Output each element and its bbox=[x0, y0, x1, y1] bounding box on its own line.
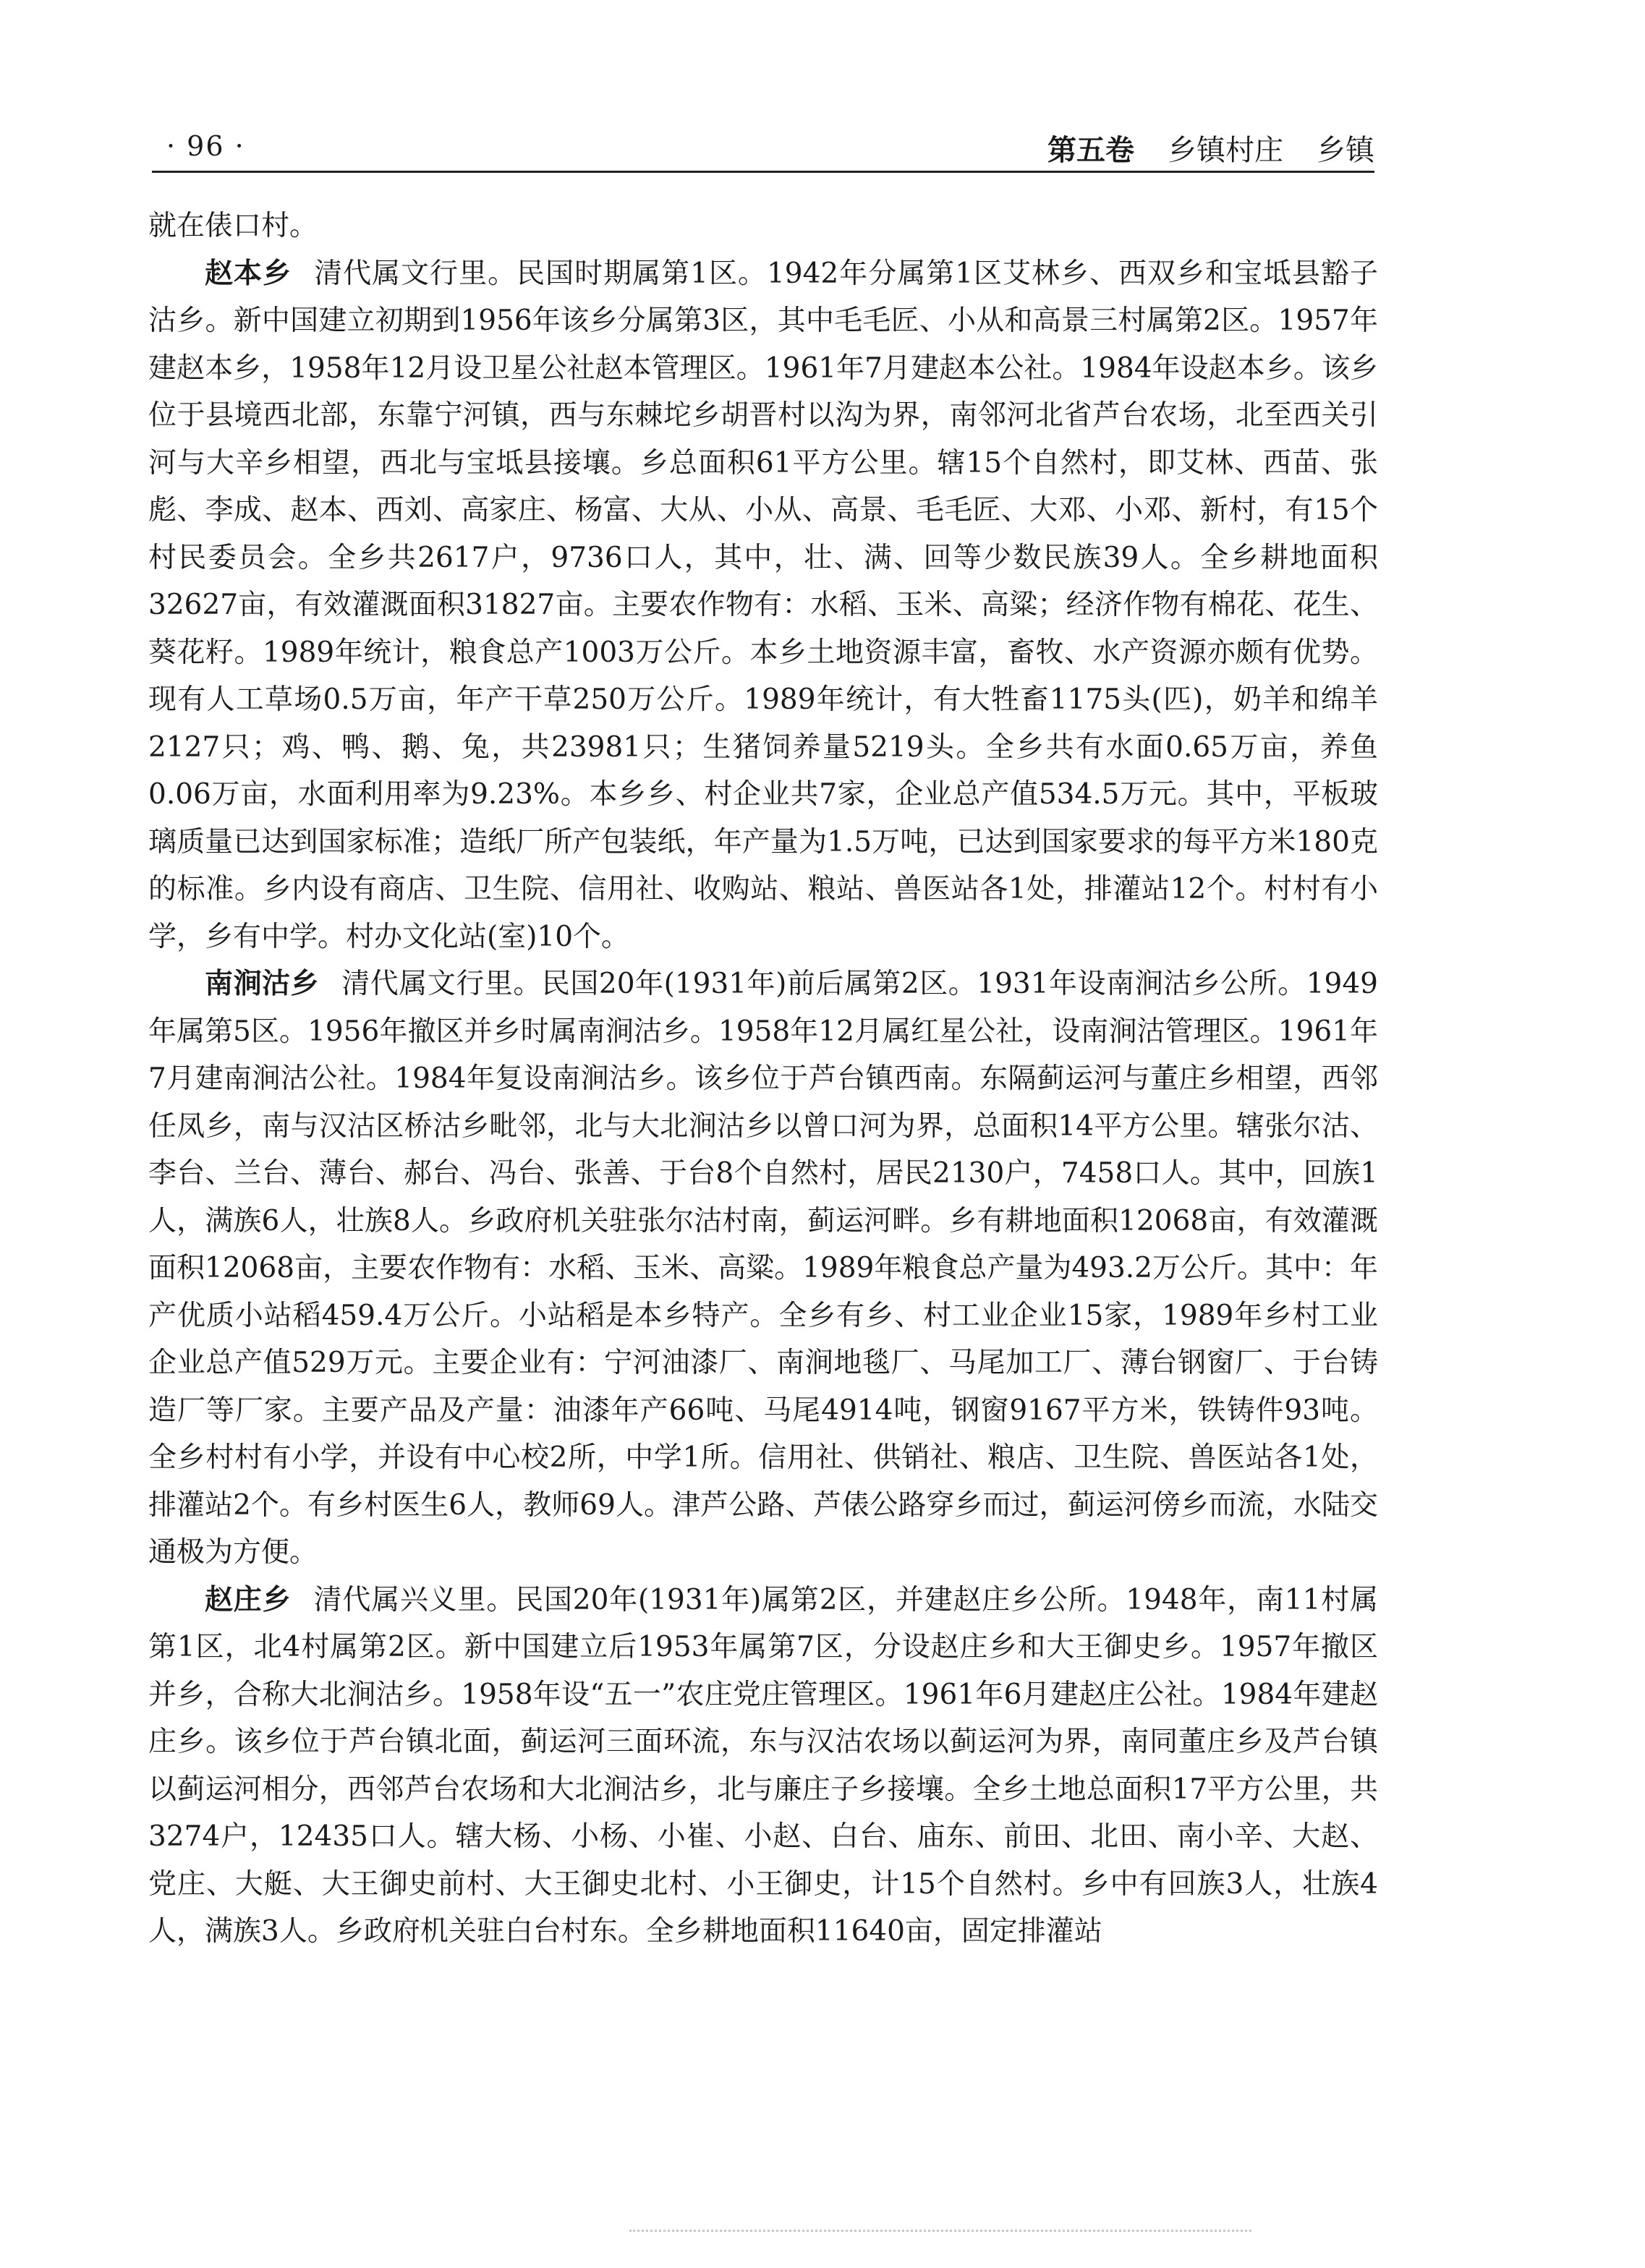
entry-text: 清代属文行里。民国20年(1931年)前后属第2区。1931年设南涧沽乡公所。1949年属第5区。1956年撤区并乡时属南涧沽乡。1958年12月属红星公社，设南涧沽管理区。1961年7月建南涧沽公社。1984年复设南涧沽乡。该乡位于芦台镇西南。东隔蓟运河与董庄乡相望，西邻任凤乡，南与汉沽区桥沽乡毗邻，北与大北涧沽乡以曾口河为界，总面积14平方公里。辖张尔沽、李台、兰台、薄台、郝台、冯台、张善、于台8个自然村，居民2130户，7458口人。其中，回族1人，满族6人，壮族8人。乡政府机关驻张尔沽村南，蓟运河畔。乡有耕地面积12068亩，有效灌溉面积12068亩，主要农作物有：水稻、玉米、高粱。1989年粮食总产量为493.2万公斤。其中：年产优质小站稻459.4万公斤。小站稻是本乡特产。全乡有乡、村工业企业15家，1989年乡村工业企业总产值529万元。主要企业有：宁河油漆厂、南涧地毯厂、马尾加工厂、薄台钢窗厂、于台铸造厂等厂家。主要产品及产量：油漆年产66吨、马尾4914吨，钢窗9167平方米，铁铸件93吨。全乡村村有小学，并设有中心校2所，中学1所。信用社、供销社、粮店、卫生院、兽医站各1处，排灌站2个。有乡村医生6人，教师69人。津芦公路、芦俵公路穿乡而过，蓟运河傍乡而流，水陆交通极为方便。 bbox=[148, 968, 1378, 1569]
scan-artifact-line bbox=[629, 2230, 1251, 2232]
entry-term: 赵庄乡 bbox=[205, 1583, 292, 1616]
volume-title: 第五卷 bbox=[1047, 134, 1134, 167]
continuation-paragraph: 就在俵口村。 bbox=[148, 210, 318, 242]
subsection-title: 乡镇 bbox=[1317, 134, 1374, 167]
page-header bbox=[152, 123, 1374, 174]
entry-text: 清代属兴义里。民国20年(1931年)属第2区，并建赵庄乡公所。1948年，南11村属第1区，北4村属第2区。新中国建立后1953年属第7区，分设赵庄乡和大王御史乡。1957年撤区并乡，合称大北涧沽乡。1958年设“五一”农庄党庄管理区。1961年6月建赵庄公社。1984年建赵庄乡。该乡位于芦台镇北面，蓟运河三面环流，东与汉沽农场以蓟运河为界，南同董庄乡及芦台镇以蓟运河相分，西邻芦台农场和大北涧沽乡，北与廉庄子乡接壤。全乡土地总面积17平方公里，共3274户，12435口人。辖大杨、小杨、小崔、小赵、白台、庙东、前田、北田、南小辛、大赵、党庄、大艇、大王御史前村、大王御史北村、小王御史，计15个自然村。乡中有回族3人，壮族4人，满族3人。乡政府机关驻白台村东。全乡耕地面积11640亩，固定排灌站 bbox=[148, 1583, 1378, 1948]
entry-zhaoben bbox=[148, 250, 1378, 961]
header-rule bbox=[152, 171, 1374, 173]
section-title: 乡镇村庄 bbox=[1168, 134, 1283, 167]
page-number: · 96 · bbox=[166, 130, 245, 162]
entry-nanjiangu bbox=[148, 960, 1378, 1577]
entry-text: 清代属文行里。民国时期属第1区。1942年分属第1区艾林乡、西双乡和宝坻县豁子沽乡。新中国建立初期到1956年该乡分属第3区，其中毛毛匠、小从和高景三村属第2区。1957年建赵本乡，1958年12月设卫星公社赵本管理区。1961年7月建赵本公社。1984年设赵本乡。该乡位于县境西北部，东靠宁河镇，西与东棘坨乡胡晋村以沟为界，南邻河北省芦台农场，北至西关引河与大辛乡相望，西北与宝坻县接壤。乡总面积61平方公里。辖15个自然村，即艾林、西苗、张彪、李成、赵本、西刘、高家庄、杨富、大从、小从、高景、毛毛匠、大邓、小邓、新村，有15个村民委员会。全乡共2617户，9736口人，其中，壮、满、回等少数民族39人。全乡耕地面积32627亩，有效灌溉面积31827亩。主要农作物有：水稻、玉米、高粱；经济作物有棉花、花生、葵花籽。1989年统计，粮食总产1003万公斤。本乡土地资源丰富，畜牧、水产资源亦颇有优势。现有人工草场0.5万亩，年产干草250万公斤。1989年统计，有大牲畜1175头(匹)，奶羊和绵羊2127只；鸡、鸭、鹅、兔，共23981只；生猪饲养量5219头。全乡共有水面0.65万亩，养鱼0.06万亩，水面利用率为9.23%。本乡乡、村企业共7家，企业总产值534.5万元。其中，平板玻璃质量已达到国家标准；造纸厂所产包装纸，年产量为1.5万吨，已达到国家要求的每平方米180克的标准。乡内设有商店、卫生院、信用社、收购站、粮站、兽医站各1处，排灌站12个。村村有小学，乡有中学。村办文化站(室)10个。 bbox=[148, 257, 1378, 953]
running-head bbox=[1047, 127, 1374, 169]
page-body bbox=[148, 202, 1378, 1956]
entry-term: 南涧沽乡 bbox=[205, 968, 320, 1000]
entry-zhaozhuang bbox=[148, 1577, 1378, 1956]
entry-term: 赵本乡 bbox=[205, 257, 292, 290]
